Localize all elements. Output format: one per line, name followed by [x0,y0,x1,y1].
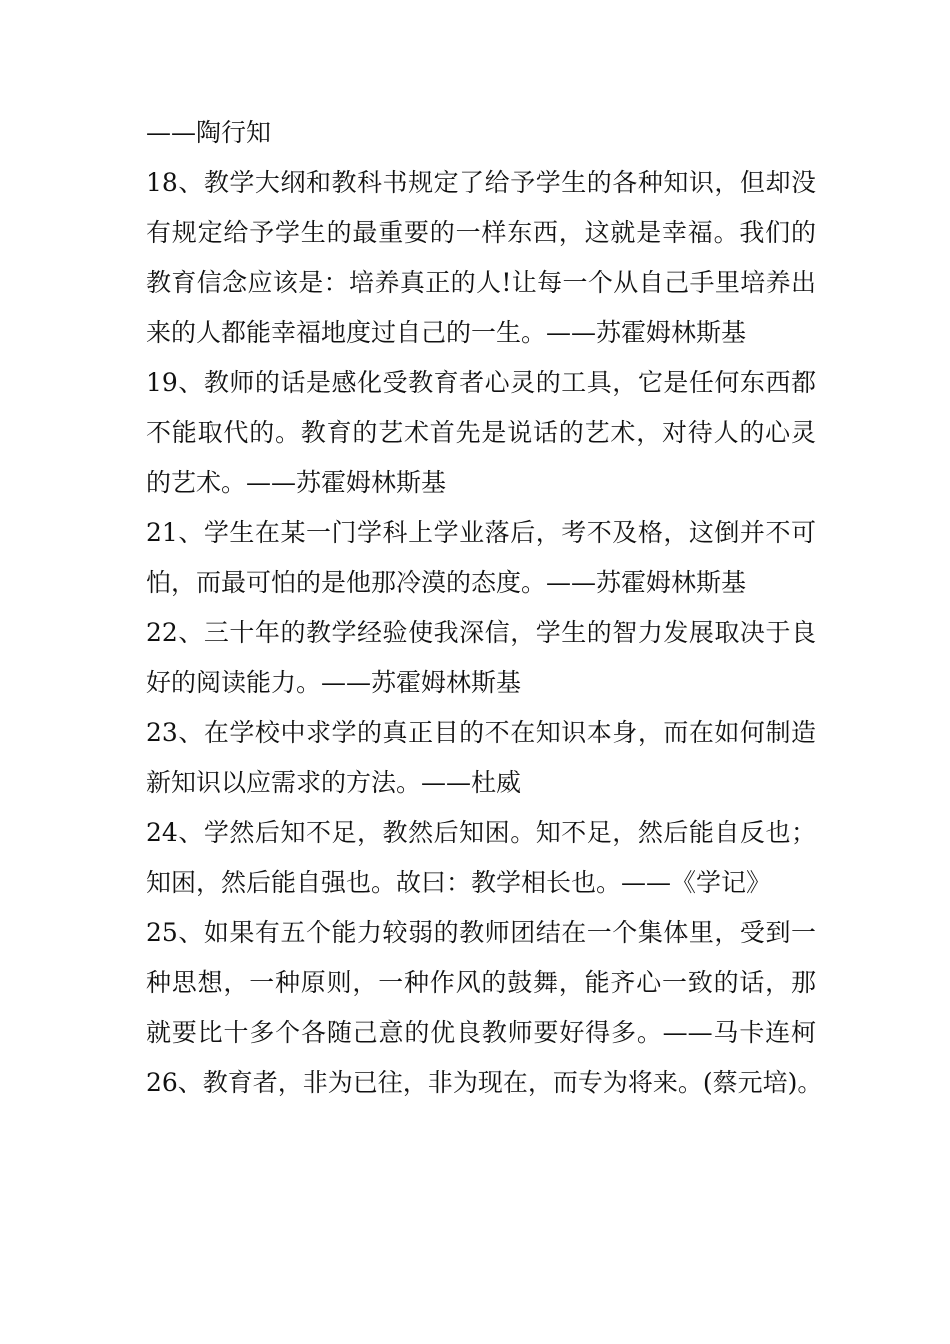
text-line: 新知识以应需求的方法。——杜威 [146,768,522,797]
text-line: 不能取代的。教育的艺术首先是说话的艺术，对待人的心灵 [146,418,816,447]
quote-text-body [146,108,823,1108]
text-line: 好的阅读能力。——苏霍姆林斯基 [146,668,522,697]
text-line: ——陶行知 [146,118,272,147]
text-line: 来的人都能幸福地度过自己的一生。——苏霍姆林斯基 [146,318,747,347]
text-line: 26、教育者，非为已往，非为现在，而专为将来。(蔡元培)。 [146,1068,823,1097]
text-line: 23、在学校中求学的真正目的不在知识本身，而在如何制造 [146,718,816,747]
text-line: 教育信念应该是：培养真正的人!让每一个从自己手里培养出 [146,268,816,297]
text-line: 21、学生在某一门学科上学业落后，考不及格，这倒并不可 [146,518,816,547]
text-line: 种思想，一种原则，一种作风的鼓舞，能齐心一致的话，那 [146,968,816,997]
text-line: 25、如果有五个能力较弱的教师团结在一个集体里，受到一 [146,918,816,947]
text-line: 的艺术。——苏霍姆林斯基 [146,468,447,497]
text-line: 怕，而最可怕的是他那冷漠的态度。——苏霍姆林斯基 [146,568,747,597]
text-line: 就要比十多个各随己意的优良教师要好得多。——马卡连柯 [146,1018,816,1047]
text-line: 19、教师的话是感化受教育者心灵的工具，它是任何东西都 [146,368,816,397]
text-line: 有规定给予学生的最重要的一样东西，这就是幸福。我们的 [146,218,816,247]
text-line: 22、三十年的教学经验使我深信，学生的智力发展取决于良 [146,618,816,647]
text-line: 18、教学大纲和教科书规定了给予学生的各种知识，但却没 [146,168,816,197]
text-line: 24、学然后知不足，教然后知困。知不足，然后能自反也； [146,818,816,847]
text-line: 知困，然后能自强也。故曰：教学相长也。——《学记》 [146,868,772,897]
